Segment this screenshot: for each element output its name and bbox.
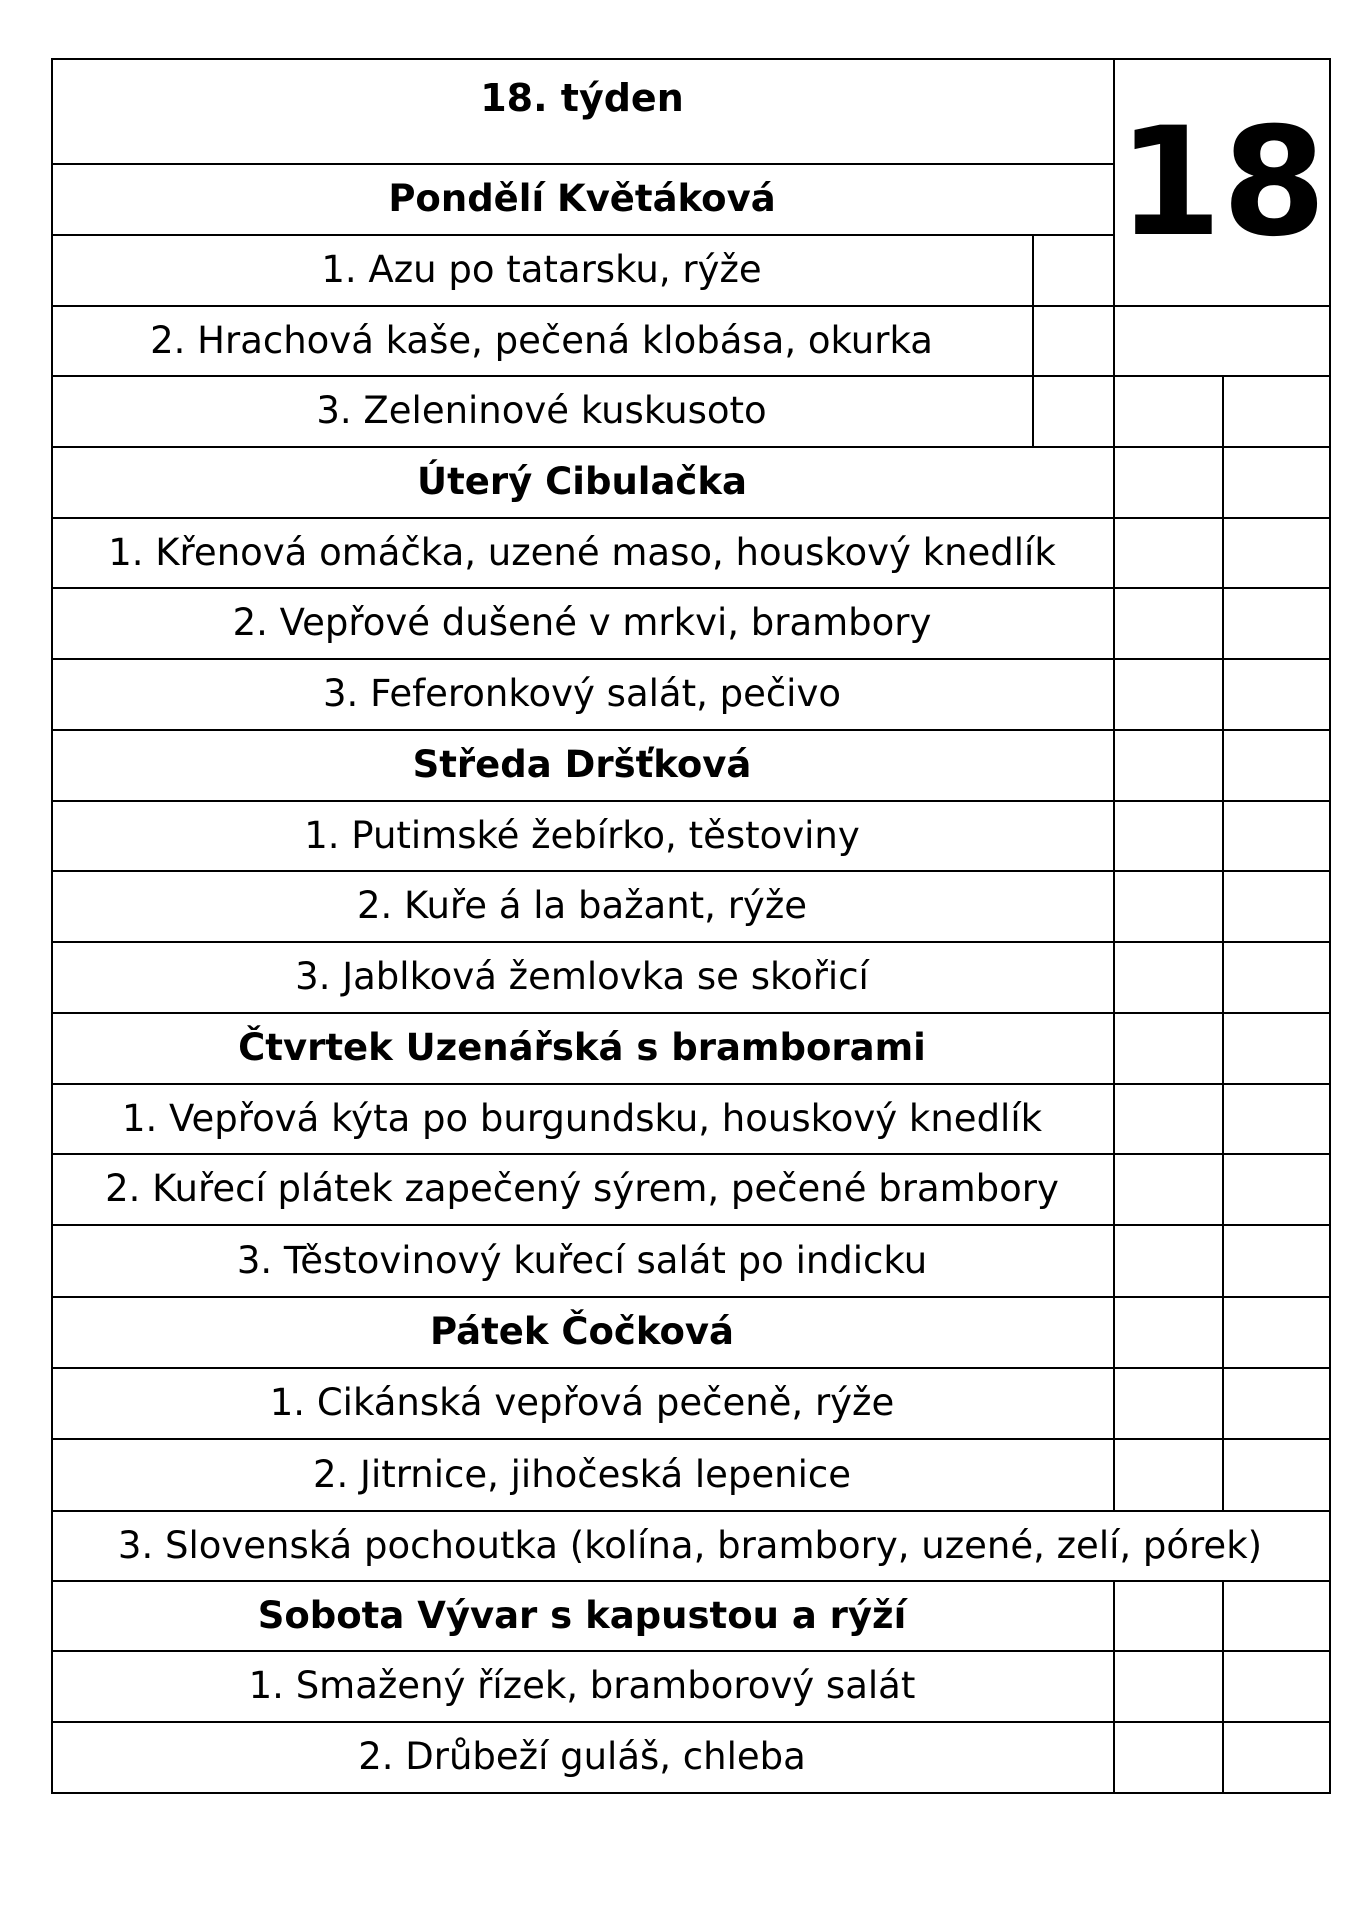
menu-item: 3. Slovenská pochoutka (kolína, brambory, uzené, zelí, pórek) <box>117 1523 1263 1567</box>
column-separator <box>1222 800 1224 872</box>
column-separator <box>1032 234 1034 307</box>
menu-item: 3. Jablková žemlovka se skořicí <box>295 955 869 998</box>
column-separator <box>1113 517 1115 589</box>
column-separator <box>1222 1650 1224 1723</box>
column-separator <box>1222 941 1224 1014</box>
column-separator <box>1113 1721 1115 1794</box>
column-separator <box>1032 375 1034 448</box>
column-separator <box>1222 658 1224 731</box>
column-separator <box>1222 1224 1224 1298</box>
menu-item: 3. Zeleninové kuskusoto <box>316 389 767 432</box>
column-separator <box>1113 1083 1115 1155</box>
column-separator <box>1222 375 1224 448</box>
day-heading: Čtvrtek Uzenářská s bramborami <box>238 1026 926 1069</box>
table-border-bottom <box>51 1792 1331 1794</box>
column-separator <box>1113 1367 1115 1440</box>
day-heading: Sobota Vývar s kapustou a rýží <box>257 1593 907 1637</box>
column-separator <box>1113 800 1115 872</box>
menu-item: 1. Azu po tatarsku, rýže <box>321 248 762 291</box>
menu-item: 1. Putimské žebírko, těstoviny <box>304 813 860 857</box>
column-separator <box>1113 587 1115 660</box>
menu-item: 2. Drůbeží guláš, chleba <box>358 1735 806 1778</box>
column-separator <box>1222 1367 1224 1440</box>
column-separator <box>1113 1224 1115 1298</box>
menu-item: 2. Vepřové dušené v mrkvi, brambory <box>232 601 932 644</box>
column-separator <box>1113 305 1115 377</box>
table-border-right <box>1329 58 1331 1794</box>
day-heading: Pátek Čočková <box>430 1310 734 1353</box>
column-separator <box>1113 1650 1115 1723</box>
column-separator <box>1032 305 1034 377</box>
column-separator <box>1222 729 1224 802</box>
menu-item: 1. Smažený řízek, bramborový salát <box>248 1664 916 1707</box>
column-separator <box>1113 1012 1115 1085</box>
column-separator <box>1222 1580 1224 1652</box>
column-separator <box>1222 446 1224 519</box>
column-separator <box>1222 1083 1224 1155</box>
column-separator <box>1222 1438 1224 1512</box>
column-separator <box>1222 587 1224 660</box>
column-separator <box>1222 517 1224 589</box>
column-separator <box>1113 941 1115 1014</box>
column-separator <box>1113 658 1115 731</box>
column-separator <box>1222 1153 1224 1226</box>
column-separator <box>1113 375 1115 448</box>
column-separator <box>1113 1438 1115 1512</box>
menu-item: 2. Hrachová kaše, pečená klobása, okurka <box>150 318 933 362</box>
menu-item: 2. Jitrnice, jihočeská lepenice <box>312 1452 852 1496</box>
column-separator <box>1222 870 1224 943</box>
menu-item: 2. Kuřecí plátek zapečený sýrem, pečené brambory <box>105 1167 1059 1210</box>
column-separator <box>1222 1296 1224 1369</box>
menu-item: 1. Cikánská vepřová pečeně, rýže <box>269 1381 895 1424</box>
menu-item: 1. Vepřová kýta po burgundsku, houskový knedlík <box>121 1096 1043 1140</box>
day-heading: Středa Dršťková <box>412 743 752 786</box>
column-separator <box>1113 446 1115 519</box>
menu-item: 3. Těstovinový kuřecí salát po indicku <box>236 1238 928 1282</box>
week-title: 18. týden <box>480 75 684 120</box>
column-separator <box>1222 1012 1224 1085</box>
menu-item: 3. Feferonkový salát, pečivo <box>323 672 841 715</box>
menu-item: 1. Křenová omáčka, uzené maso, houskový knedlík <box>108 530 1056 574</box>
column-separator <box>1113 870 1115 943</box>
menu-item: 2. Kuře á la bažant, rýže <box>356 884 808 927</box>
column-separator <box>1113 1580 1115 1652</box>
column-separator <box>1222 1721 1224 1794</box>
day-heading: Pondělí Květáková <box>388 177 776 220</box>
column-separator <box>1113 729 1115 802</box>
column-separator <box>1113 1153 1115 1226</box>
week-number-badge: 18 <box>1117 95 1327 270</box>
day-heading: Úterý Cibulačka <box>417 460 747 503</box>
column-separator <box>1113 1296 1115 1369</box>
